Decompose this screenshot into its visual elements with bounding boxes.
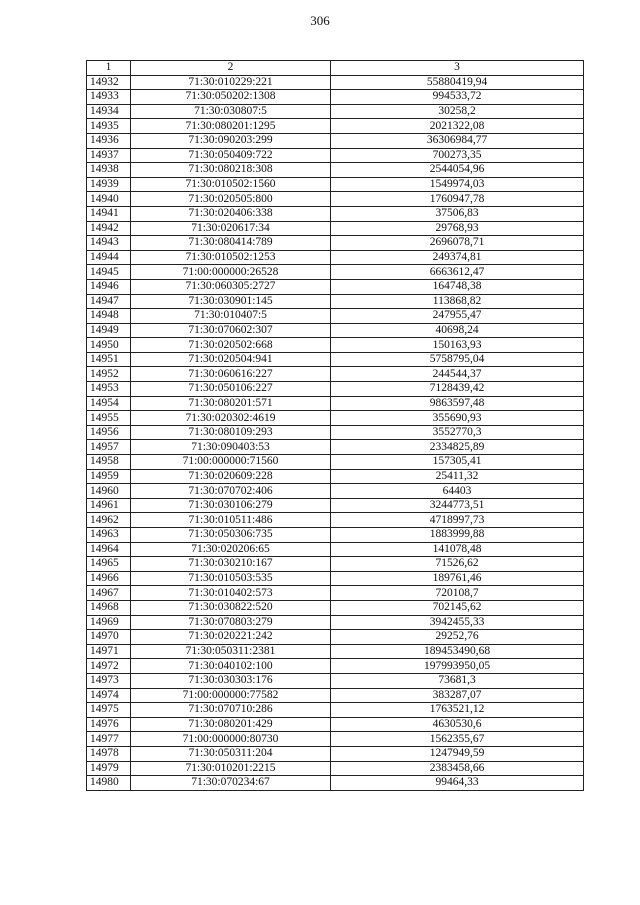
table-row (87, 396, 584, 411)
cadastral-number-cell: 71:30:080201:1295 (131, 119, 331, 134)
row-number-cell: 14979 (87, 761, 131, 776)
row-number-cell: 14935 (87, 119, 131, 134)
table-row (87, 294, 584, 309)
row-number-cell: 14957 (87, 440, 131, 455)
table-row (87, 498, 584, 513)
table-body (87, 75, 584, 790)
value-cell: 702145,62 (331, 600, 584, 615)
value-cell: 141078,48 (331, 542, 584, 557)
cadastral-number-cell: 71:30:070602:307 (131, 323, 331, 338)
cadastral-number-cell: 71:30:030901:145 (131, 294, 331, 309)
row-number-cell: 14962 (87, 513, 131, 528)
cadastral-number-cell: 71:30:060305:2727 (131, 279, 331, 294)
value-cell: 2544054,96 (331, 163, 584, 178)
table-row (87, 557, 584, 572)
cadastral-number-cell: 71:30:050306:735 (131, 528, 331, 543)
cadastral-number-cell: 71:30:010502:1253 (131, 250, 331, 265)
table-row (87, 163, 584, 178)
value-cell: 36306984,77 (331, 133, 584, 148)
cadastral-number-cell: 71:30:020221:242 (131, 630, 331, 645)
table-row (87, 746, 584, 761)
table-row (87, 600, 584, 615)
cadastral-number-cell: 71:30:010502:1560 (131, 177, 331, 192)
table-row (87, 513, 584, 528)
cadastral-number-cell: 71:30:030807:5 (131, 104, 331, 119)
value-cell: 9863597,48 (331, 396, 584, 411)
cadastral-number-cell: 71:30:020504:941 (131, 352, 331, 367)
cadastral-number-cell: 71:30:050202:1308 (131, 90, 331, 105)
column-header: 2 (131, 61, 331, 76)
cadastral-number-cell: 71:30:040102:100 (131, 659, 331, 674)
value-cell: 157305,41 (331, 455, 584, 470)
cadastral-number-cell: 71:30:070710:286 (131, 703, 331, 718)
row-number-cell: 14945 (87, 265, 131, 280)
table-row (87, 411, 584, 426)
table-row (87, 644, 584, 659)
value-cell: 720108,7 (331, 586, 584, 601)
cadastral-number-cell: 71:00:000000:80730 (131, 732, 331, 747)
row-number-cell: 14947 (87, 294, 131, 309)
table-row (87, 75, 584, 90)
row-number-cell: 14933 (87, 90, 131, 105)
row-number-cell: 14952 (87, 367, 131, 382)
column-header: 3 (331, 61, 584, 76)
value-cell: 2383458,66 (331, 761, 584, 776)
cadastral-number-cell: 71:30:030303:176 (131, 673, 331, 688)
value-cell: 3552770,3 (331, 425, 584, 440)
table-row (87, 352, 584, 367)
table-row (87, 484, 584, 499)
table-row (87, 732, 584, 747)
row-number-cell: 14964 (87, 542, 131, 557)
row-number-cell: 14932 (87, 75, 131, 90)
table-row (87, 192, 584, 207)
cadastral-number-cell: 71:30:020406:338 (131, 206, 331, 221)
value-cell: 994533,72 (331, 90, 584, 105)
row-number-cell: 14968 (87, 600, 131, 615)
value-cell: 29252,76 (331, 630, 584, 645)
table-row (87, 236, 584, 251)
cadastral-number-cell: 71:30:010511:486 (131, 513, 331, 528)
value-cell: 1760947,78 (331, 192, 584, 207)
cadastral-number-cell: 71:00:000000:26528 (131, 265, 331, 280)
row-number-cell: 14974 (87, 688, 131, 703)
value-cell: 4630530,6 (331, 717, 584, 732)
row-number-cell: 14946 (87, 279, 131, 294)
value-cell: 113868,82 (331, 294, 584, 309)
row-number-cell: 14958 (87, 455, 131, 470)
row-number-cell: 14977 (87, 732, 131, 747)
value-cell: 189761,46 (331, 571, 584, 586)
table-row (87, 761, 584, 776)
cadastral-number-cell: 71:30:060616:227 (131, 367, 331, 382)
cadastral-number-cell: 71:00:000000:77582 (131, 688, 331, 703)
value-cell: 1763521,12 (331, 703, 584, 718)
row-number-cell: 14969 (87, 615, 131, 630)
value-cell: 73681,3 (331, 673, 584, 688)
cadastral-number-cell: 71:30:070803:279 (131, 615, 331, 630)
cadastral-number-cell: 71:30:010407:5 (131, 309, 331, 324)
table-row (87, 440, 584, 455)
cadastral-number-cell: 71:30:070234:67 (131, 776, 331, 791)
value-cell: 244544,37 (331, 367, 584, 382)
table-row (87, 338, 584, 353)
row-number-cell: 14937 (87, 148, 131, 163)
row-number-cell: 14942 (87, 221, 131, 236)
table-row (87, 119, 584, 134)
value-cell: 29768,93 (331, 221, 584, 236)
cadastral-number-cell: 71:30:080201:429 (131, 717, 331, 732)
value-cell: 3942455,33 (331, 615, 584, 630)
row-number-cell: 14966 (87, 571, 131, 586)
row-number-cell: 14940 (87, 192, 131, 207)
value-cell: 30258,2 (331, 104, 584, 119)
table-row (87, 688, 584, 703)
value-cell: 197993950,05 (331, 659, 584, 674)
cadastral-number-cell: 71:30:020617:34 (131, 221, 331, 236)
row-number-cell: 14978 (87, 746, 131, 761)
column-header: 1 (87, 61, 131, 76)
value-cell: 1247949,59 (331, 746, 584, 761)
cadastral-number-cell: 71:30:020502:668 (131, 338, 331, 353)
row-number-cell: 14970 (87, 630, 131, 645)
row-number-cell: 14939 (87, 177, 131, 192)
table-row (87, 659, 584, 674)
row-number-cell: 14960 (87, 484, 131, 499)
value-cell: 71526,62 (331, 557, 584, 572)
table-row (87, 221, 584, 236)
cadastral-number-cell: 71:30:010503:535 (131, 571, 331, 586)
row-number-cell: 14955 (87, 411, 131, 426)
cadastral-number-cell: 71:30:050311:2381 (131, 644, 331, 659)
table-row (87, 455, 584, 470)
value-cell: 247955,47 (331, 309, 584, 324)
value-cell: 700273,35 (331, 148, 584, 163)
cadastral-number-cell: 71:30:080201:571 (131, 396, 331, 411)
cadastral-number-cell: 71:30:080109:293 (131, 425, 331, 440)
value-cell: 7128439,42 (331, 382, 584, 397)
row-number-cell: 14944 (87, 250, 131, 265)
row-number-cell: 14972 (87, 659, 131, 674)
value-cell: 99464,33 (331, 776, 584, 791)
row-number-cell: 14953 (87, 382, 131, 397)
row-number-cell: 14976 (87, 717, 131, 732)
cadastral-number-cell: 71:30:030822:520 (131, 600, 331, 615)
cadastral-number-cell: 71:30:030210:167 (131, 557, 331, 572)
table-row (87, 133, 584, 148)
table-row (87, 703, 584, 718)
table-row (87, 104, 584, 119)
table-row (87, 279, 584, 294)
row-number-cell: 14948 (87, 309, 131, 324)
row-number-cell: 14941 (87, 206, 131, 221)
row-number-cell: 14965 (87, 557, 131, 572)
table-header-row (87, 61, 584, 76)
value-cell: 249374,81 (331, 250, 584, 265)
row-number-cell: 14934 (87, 104, 131, 119)
value-cell: 5758795,04 (331, 352, 584, 367)
page-number: 306 (310, 13, 330, 28)
row-number-cell: 14943 (87, 236, 131, 251)
table-row (87, 206, 584, 221)
cadastral-number-cell: 71:30:050311:204 (131, 746, 331, 761)
value-cell: 383287,07 (331, 688, 584, 703)
cadastral-number-cell: 71:30:020206:65 (131, 542, 331, 557)
row-number-cell: 14973 (87, 673, 131, 688)
cadastral-number-cell: 71:30:080218:308 (131, 163, 331, 178)
value-cell: 3244773,51 (331, 498, 584, 513)
row-number-cell: 14975 (87, 703, 131, 718)
table-row (87, 90, 584, 105)
value-cell: 1883999,88 (331, 528, 584, 543)
table-row (87, 382, 584, 397)
row-number-cell: 14951 (87, 352, 131, 367)
table-row (87, 309, 584, 324)
value-cell: 55880419,94 (331, 75, 584, 90)
cadastral-number-cell: 71:30:070702:406 (131, 484, 331, 499)
table-row (87, 630, 584, 645)
table-row (87, 542, 584, 557)
cadastral-number-cell: 71:30:010402:573 (131, 586, 331, 601)
value-cell: 355690,93 (331, 411, 584, 426)
table-row (87, 469, 584, 484)
value-cell: 37506,83 (331, 206, 584, 221)
row-number-cell: 14967 (87, 586, 131, 601)
table-row (87, 323, 584, 338)
value-cell: 150163,93 (331, 338, 584, 353)
value-cell: 6663612,47 (331, 265, 584, 280)
row-number-cell: 14936 (87, 133, 131, 148)
value-cell: 2696078,71 (331, 236, 584, 251)
row-number-cell: 14980 (87, 776, 131, 791)
table-row (87, 528, 584, 543)
row-number-cell: 14956 (87, 425, 131, 440)
row-number-cell: 14954 (87, 396, 131, 411)
table-row (87, 148, 584, 163)
cadastral-number-cell: 71:30:020505:800 (131, 192, 331, 207)
value-cell: 189453490,68 (331, 644, 584, 659)
value-cell: 1562355,67 (331, 732, 584, 747)
row-number-cell: 14959 (87, 469, 131, 484)
row-number-cell: 14938 (87, 163, 131, 178)
row-number-cell: 14949 (87, 323, 131, 338)
table-row (87, 673, 584, 688)
value-cell: 40698,24 (331, 323, 584, 338)
table-row (87, 425, 584, 440)
table-row (87, 586, 584, 601)
value-cell: 4718997,73 (331, 513, 584, 528)
value-cell: 2021322,08 (331, 119, 584, 134)
value-cell: 2334825,89 (331, 440, 584, 455)
row-number-cell: 14963 (87, 528, 131, 543)
cadastral-number-cell: 71:00:000000:71560 (131, 455, 331, 470)
cadastral-number-cell: 71:30:010229:221 (131, 75, 331, 90)
table-row (87, 571, 584, 586)
value-cell: 1549974,03 (331, 177, 584, 192)
table-row (87, 250, 584, 265)
table-row (87, 776, 584, 791)
row-number-cell: 14950 (87, 338, 131, 353)
cadastral-table (86, 60, 584, 791)
table-row (87, 367, 584, 382)
table-row (87, 615, 584, 630)
table-row (87, 177, 584, 192)
cadastral-number-cell: 71:30:080414:789 (131, 236, 331, 251)
cadastral-number-cell: 71:30:030106:279 (131, 498, 331, 513)
cadastral-number-cell: 71:30:090403:53 (131, 440, 331, 455)
cadastral-number-cell: 71:30:010201:2215 (131, 761, 331, 776)
table-row (87, 265, 584, 280)
row-number-cell: 14971 (87, 644, 131, 659)
cadastral-number-cell: 71:30:090203:299 (131, 133, 331, 148)
cadastral-number-cell: 71:30:050106:227 (131, 382, 331, 397)
cadastral-number-cell: 71:30:020302:4619 (131, 411, 331, 426)
cadastral-number-cell: 71:30:050409:722 (131, 148, 331, 163)
value-cell: 164748,38 (331, 279, 584, 294)
table-row (87, 717, 584, 732)
value-cell: 64403 (331, 484, 584, 499)
row-number-cell: 14961 (87, 498, 131, 513)
cadastral-number-cell: 71:30:020609:228 (131, 469, 331, 484)
value-cell: 25411,32 (331, 469, 584, 484)
